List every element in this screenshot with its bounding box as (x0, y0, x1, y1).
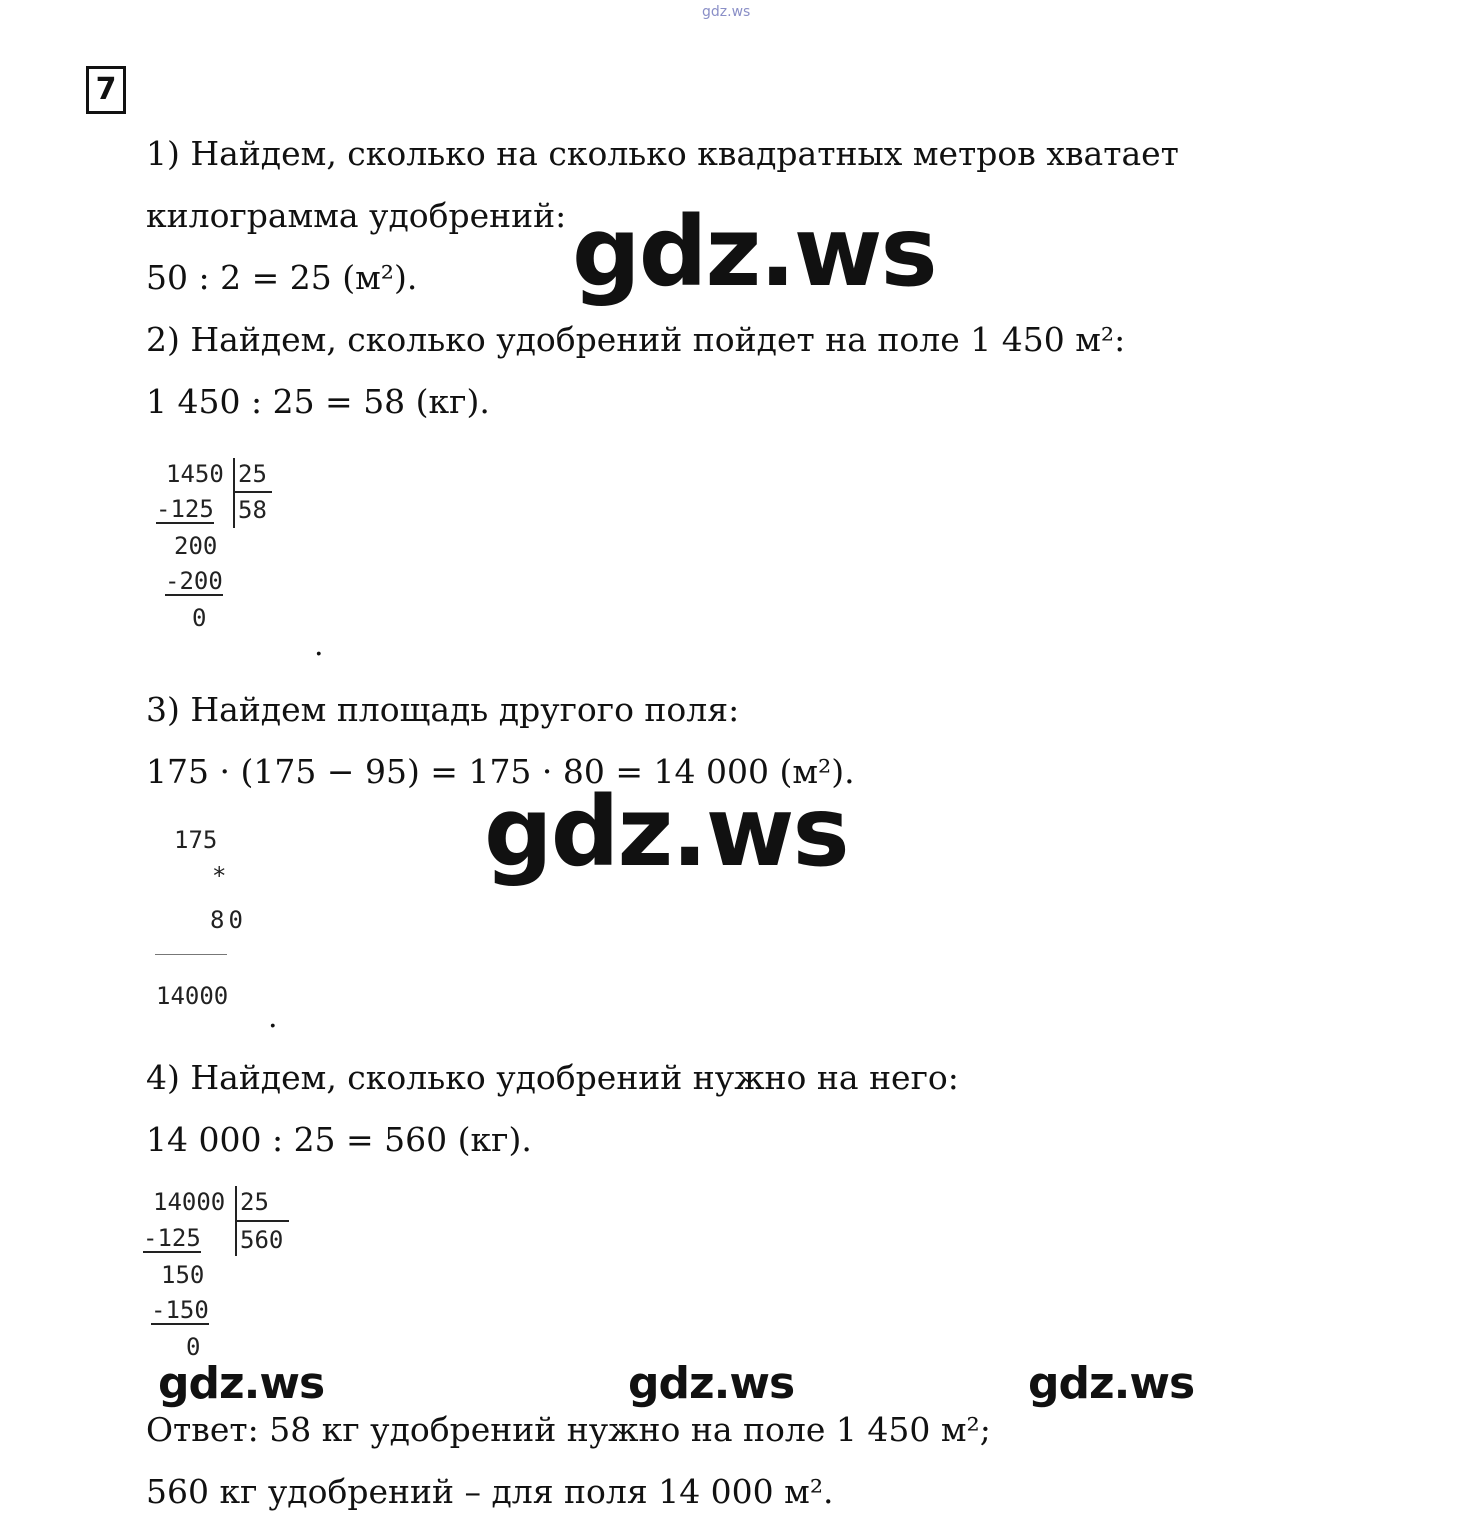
remainder-1: 200 (174, 532, 218, 560)
text-line-6: 3) Найдем площадь другого поля: (146, 690, 740, 729)
dividend: 1450 (166, 460, 224, 488)
quotient-line (234, 491, 272, 493)
remainder-2: 0 (192, 604, 207, 632)
result-line (155, 954, 227, 955)
multiplier: 80 (210, 906, 247, 934)
watermark-small-1: gdz.ws (158, 1358, 325, 1409)
watermark-small-2: gdz.ws (628, 1358, 795, 1409)
text-line-3: 50 : 2 = 25 (м²). (146, 258, 418, 297)
quotient-line (236, 1220, 289, 1222)
watermark-large-2: gdz.ws (484, 776, 848, 888)
dot-mark-2: . (268, 1000, 278, 1035)
subtrahend-1: -125 (143, 1224, 201, 1252)
text-line-1: 1) Найдем, сколько на сколько квадратных метров хватает (146, 134, 1179, 173)
text-line-4: 2) Найдем, сколько удобрений пойдет на поле 1 450 м²: (146, 320, 1126, 359)
text-line-8: 4) Найдем, сколько удобрений нужно на него: (146, 1058, 959, 1097)
text-line-7: 175 · (175 − 95) = 175 · 80 = 14 000 (м²). (146, 752, 855, 791)
text-line-5: 1 450 : 25 = 58 (кг). (146, 382, 490, 421)
multiplicand: 175 (174, 826, 218, 854)
task-number: 7 (86, 66, 126, 114)
remainder-1: 150 (161, 1261, 205, 1289)
quotient: 58 (238, 496, 267, 524)
product: 14000 (156, 982, 229, 1010)
watermark-small-3: gdz.ws (1028, 1358, 1195, 1409)
division-bar (233, 458, 235, 528)
divisor: 25 (240, 1188, 269, 1216)
quotient: 560 (240, 1226, 284, 1254)
subtrahend-2: -200 (165, 567, 223, 595)
dividend: 14000 (153, 1188, 226, 1216)
answer-line-1: Ответ: 58 кг удобрений нужно на поле 1 450 м²; (146, 1410, 991, 1449)
multiply-sign: * (212, 862, 227, 890)
subtrahend-2: -150 (151, 1296, 209, 1324)
watermark-large-1: gdz.ws (572, 196, 936, 308)
answer-line-2: 560 кг удобрений – для поля 14 000 м². (146, 1472, 834, 1511)
remainder-2: 0 (186, 1333, 201, 1361)
subtrahend-1: -125 (156, 495, 214, 523)
text-line-9: 14 000 : 25 = 560 (кг). (146, 1120, 532, 1159)
divisor: 25 (238, 460, 267, 488)
dot-mark: . (314, 628, 324, 663)
text-line-2: килограмма удобрений: (146, 196, 567, 235)
top-watermark: gdz.ws (702, 4, 751, 20)
